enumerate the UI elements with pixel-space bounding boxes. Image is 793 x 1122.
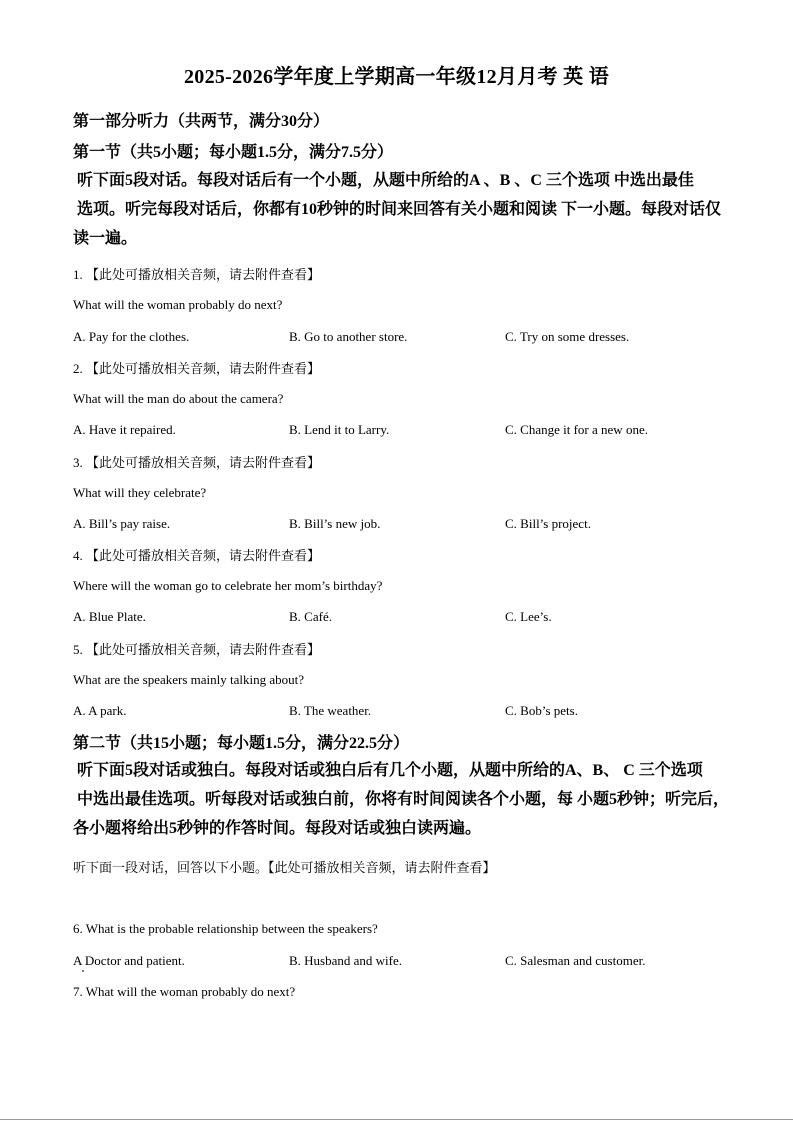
question-1: What will the woman probably do next?	[73, 297, 283, 312]
section1-instructions	[73, 166, 729, 253]
section1-instruction-line: 读一遍。	[73, 230, 138, 247]
audio-note-q1[interactable]: 1. 【此处可播放相关音频，请去附件查看】	[73, 267, 321, 282]
audio-note-section2[interactable]: 听下面一段对话，回答以下小题。【此处可播放相关音频，请去附件查看】	[73, 860, 496, 875]
q6-option-b[interactable]: B. Husband and wife.	[289, 953, 403, 968]
section2-instruction-line: 各小题将给出5秒钟的作答时间。每段对话或独白读两遍。	[73, 820, 482, 837]
q5-option-b[interactable]: B. The weather.	[289, 703, 372, 718]
section2-instruction-line: 中选出最佳选项。听每段对话或独白前，你将有时间阅读各个小题，每 小题5秒钟；听完后，	[77, 791, 730, 808]
q6-option-c[interactable]: C. Salesman and customer.	[505, 953, 646, 968]
q5-option-a[interactable]: A. A park.	[73, 703, 127, 718]
section1-heading: 第一节（共5小题；每小题1.5分，满分7.5分）	[73, 144, 394, 161]
audio-note-q2[interactable]: 2. 【此处可播放相关音频，请去附件查看】	[73, 361, 321, 376]
audio-note-q5[interactable]: 5. 【此处可播放相关音频，请去附件查看】	[73, 642, 321, 657]
q2-option-c[interactable]: C. Change it for a new one.	[505, 422, 648, 437]
stray-dot-mark	[82, 970, 84, 972]
section2-instructions	[73, 756, 729, 843]
audio-note-q4[interactable]: 4. 【此处可播放相关音频，请去附件查看】	[73, 548, 321, 563]
q4-option-c[interactable]: C. Lee’s.	[505, 609, 552, 624]
question-5: What are the speakers mainly talking about?	[73, 672, 305, 687]
question-3: What will they celebrate?	[73, 485, 207, 500]
q3-option-c[interactable]: C. Bill’s project.	[505, 516, 591, 531]
section2-instruction-line: 听下面5段对话或独白。每段对话或独白后有几个小题，从题中所给的A、B、 C 三个选项	[77, 762, 703, 779]
q6-option-a[interactable]: A Doctor and patient.	[73, 953, 185, 968]
q1-option-a[interactable]: A. Pay for the clothes.	[73, 329, 190, 344]
exam-title: 2025-2026学年度上学期高一年级12月月考 英 语	[183, 66, 610, 88]
section1-instruction-line: 听下面5段对话。每段对话后有一个小题，从题中所给的A 、B 、C 三个选项 中选出最佳	[77, 172, 694, 189]
q2-option-a[interactable]: A. Have it repaired.	[73, 422, 176, 437]
page-bottom-rule	[0, 1119, 793, 1120]
q4-option-a[interactable]: A. Blue Plate.	[73, 609, 146, 624]
q1-option-c[interactable]: C. Try on some dresses.	[505, 329, 630, 344]
section1-instruction-line: 选项。听完每段对话后，你都有10秒钟的时间来回答有关小题和阅读 下一小题。每段对话仅	[77, 201, 722, 218]
audio-note-q3[interactable]: 3. 【此处可播放相关音频，请去附件查看】	[73, 455, 321, 470]
question-4: Where will the woman go to celebrate her mom’s birthday?	[73, 578, 383, 593]
question-7: 7. What will the woman probably do next?	[73, 984, 296, 999]
question-6: 6. What is the probable relationship between the speakers?	[73, 921, 378, 936]
part1-heading: 第一部分听力（共两节，满分30分）	[73, 113, 330, 130]
q4-option-b[interactable]: B. Café.	[289, 609, 332, 624]
question-2: What will the man do about the camera?	[73, 391, 284, 406]
q1-option-b[interactable]: B. Go to another store.	[289, 329, 408, 344]
q2-option-b[interactable]: B. Lend it to Larry.	[289, 422, 390, 437]
q3-option-a[interactable]: A. Bill’s pay raise.	[73, 516, 171, 531]
q5-option-c[interactable]: C. Bob’s pets.	[505, 703, 578, 718]
section2-heading: 第二节（共15小题；每小题1.5分，满分22.5分）	[73, 735, 410, 752]
q3-option-b[interactable]: B. Bill’s new job.	[289, 516, 381, 531]
